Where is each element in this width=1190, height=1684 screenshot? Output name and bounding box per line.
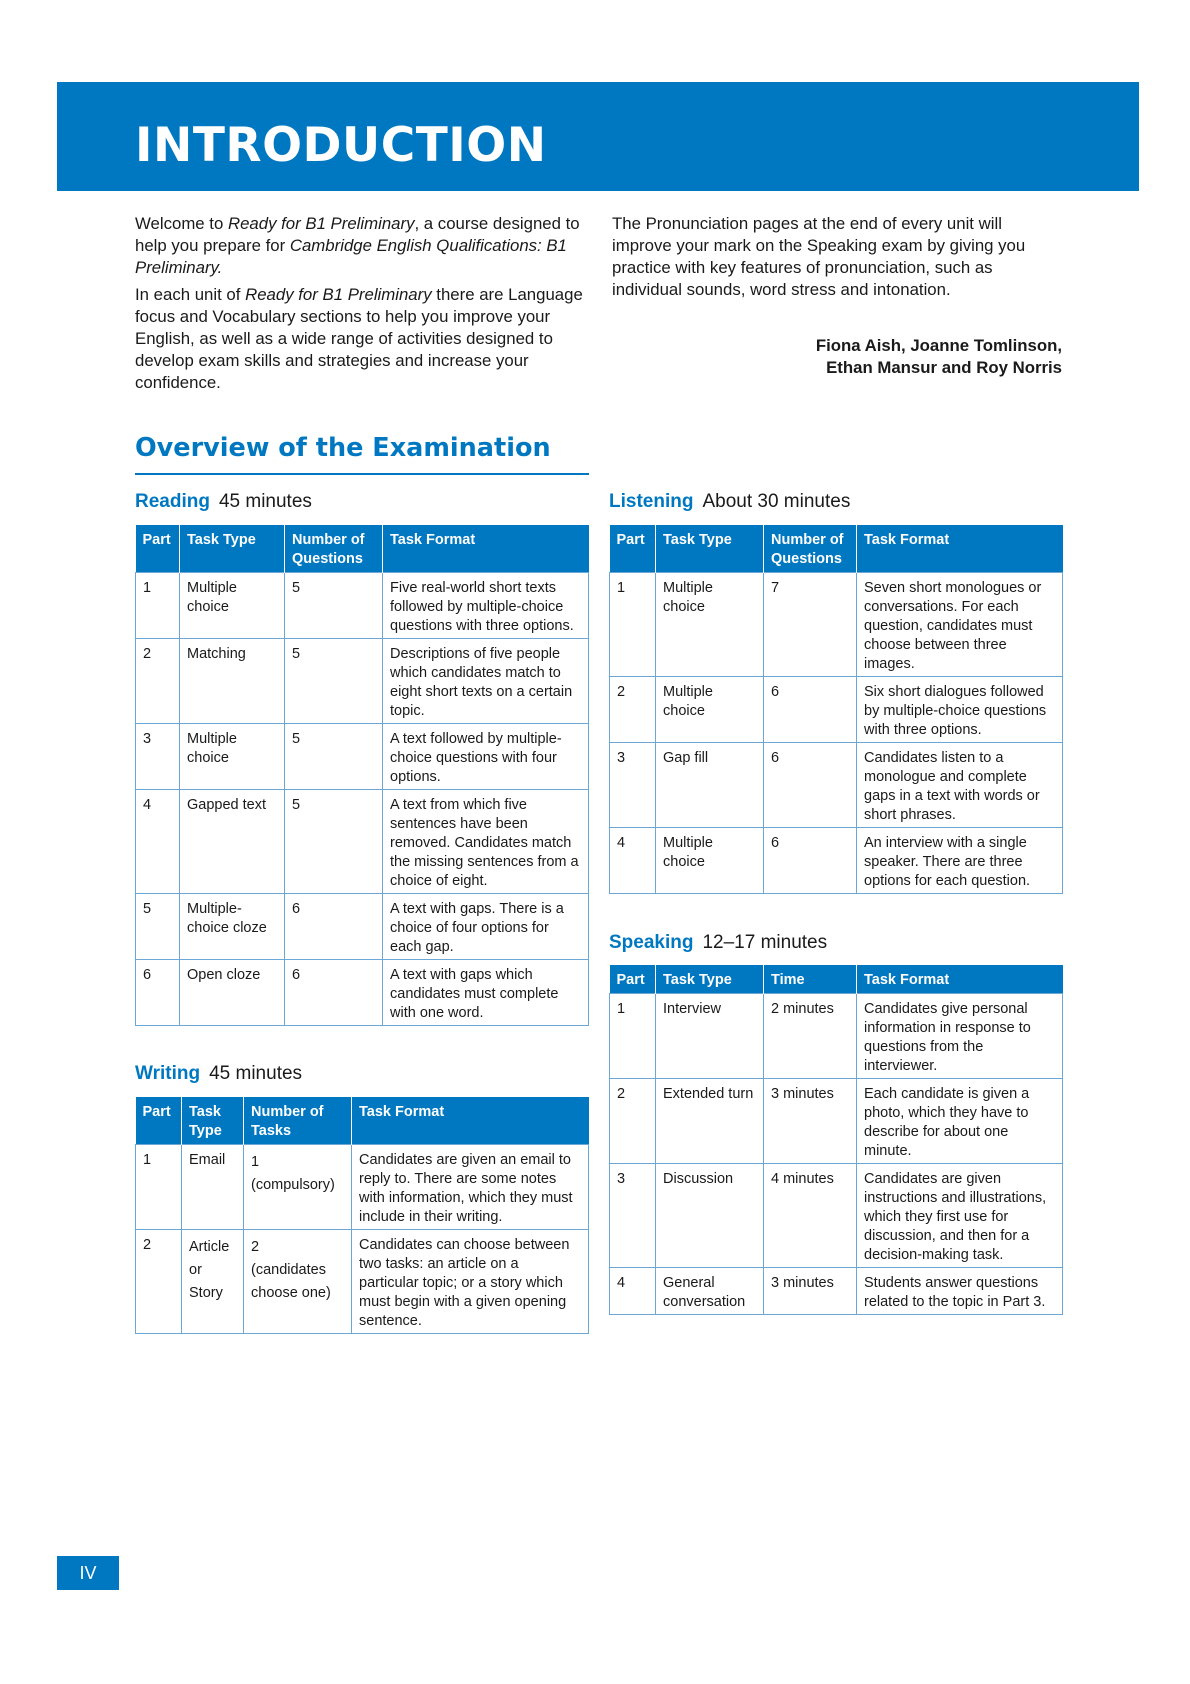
column-header-task-type: Task Type	[182, 1097, 244, 1145]
cell-part: 6	[136, 960, 180, 1026]
writing-table	[135, 1097, 589, 1334]
table-row	[610, 994, 1063, 1079]
table-row	[610, 1268, 1063, 1315]
cell-part: 2	[136, 1230, 182, 1334]
table-row	[136, 1230, 589, 1334]
intro-paragraph-3: The Pronunciation pages at the end of every unit will improve your mark on the Speaking exam by giving you practice with key features of pronunciation, such as individual sounds, word stress and intonation.	[612, 214, 1026, 299]
cell-task-type: Multiple choice	[180, 573, 285, 639]
section-duration: 45 minutes	[209, 1063, 303, 1084]
section-name: Reading	[135, 491, 210, 512]
cell-task-format: An interview with a single speaker. There are three options for each question.	[857, 828, 1063, 894]
column-header-count: Time	[764, 965, 857, 994]
cell-count: 3 minutes	[764, 1268, 857, 1315]
cell-task-format: Five real-world short texts followed by multiple-choice questions with three options.	[383, 573, 589, 639]
cell-part: 3	[610, 743, 656, 828]
cell-task-format: Candidates can choose between two tasks: an article on a particular topic; or a story which must begin with a given opening sentence.	[352, 1230, 589, 1334]
column-header-task-type: Task Type	[656, 525, 764, 573]
column-header-part: Part	[136, 1097, 182, 1145]
cell-task-type: Gapped text	[180, 790, 285, 894]
cell-task-type: Article or Story	[182, 1230, 244, 1334]
table-row	[136, 639, 589, 724]
column-header-task-format: Task Format	[383, 525, 589, 573]
cell-task-format: Seven short monologues or conversations. For each question, candidates must choose between three images.	[857, 573, 1063, 677]
table-row	[610, 828, 1063, 894]
cell-part: 1	[136, 1145, 182, 1230]
column-header-count: Number of Questions	[285, 525, 383, 573]
column-header-count: Number of Questions	[764, 525, 857, 573]
section-name: Listening	[609, 491, 694, 512]
section-name: Writing	[135, 1063, 201, 1084]
authors-line-2: Ethan Mansur and Roy Norris	[826, 358, 1062, 377]
overview-heading: Overview of the Examination	[135, 433, 551, 463]
table-row	[136, 960, 589, 1026]
table-row	[136, 1145, 589, 1230]
cell-task-format: A text followed by multiple-choice questions with four options.	[383, 724, 589, 790]
intro-text: Welcome to	[135, 214, 228, 233]
authors-line-1: Fiona Aish, Joanne Tomlinson,	[815, 336, 1062, 355]
exam-name: Cambridge English Qualifications: B1 Preliminary.	[135, 236, 567, 277]
table-row	[610, 573, 1063, 677]
cell-part: 4	[610, 828, 656, 894]
cell-count: 3 minutes	[764, 1079, 857, 1164]
cell-task-type: Open cloze	[180, 960, 285, 1026]
table-row	[610, 1079, 1063, 1164]
cell-task-format: Candidates are given instructions and illustrations, which they first use for discussion, and then for a decision-making task.	[857, 1164, 1063, 1268]
header-row	[610, 965, 1063, 994]
cell-task-type: Gap fill	[656, 743, 764, 828]
header-row	[136, 1097, 589, 1145]
book-title: Ready for B1 Preliminary	[227, 214, 415, 233]
cell-task-type: Extended turn	[656, 1079, 764, 1164]
intro-text: there are Language focus and Vocabulary sections to help you improve your English, as well as a wide range of activities designed to develop exam skills and strategies and increase your confidence.	[135, 285, 583, 392]
column-header-part: Part	[136, 525, 180, 573]
section-duration: About 30 minutes	[702, 491, 851, 512]
cell-part: 5	[136, 894, 180, 960]
cell-task-type: General conversation	[656, 1268, 764, 1315]
cell-count: 6	[285, 960, 383, 1026]
table-row	[136, 790, 589, 894]
cell-count: 6	[764, 743, 857, 828]
cell-part: 1	[610, 573, 656, 677]
column-header-task-format: Task Format	[352, 1097, 589, 1145]
table-row	[610, 743, 1063, 828]
column-header-task-format: Task Format	[857, 525, 1063, 573]
cell-count: 5	[285, 790, 383, 894]
cell-part: 3	[136, 724, 180, 790]
listening-heading	[609, 491, 850, 513]
cell-count: 5	[285, 724, 383, 790]
authors	[612, 335, 1062, 379]
table-row	[136, 573, 589, 639]
cell-count: 6	[764, 677, 857, 743]
column-header-task-type: Task Type	[656, 965, 764, 994]
cell-task-type: Multiple choice	[656, 677, 764, 743]
column-header-task-format: Task Format	[857, 965, 1063, 994]
cell-part: 4	[610, 1268, 656, 1315]
reading-heading	[135, 491, 312, 513]
cell-task-format: Each candidate is given a photo, which they have to describe for about one minute.	[857, 1079, 1063, 1164]
column-header-part: Part	[610, 965, 656, 994]
cell-task-type: Email	[182, 1145, 244, 1230]
intro-text: In each unit of	[135, 285, 246, 304]
intro-right-column	[612, 213, 1062, 306]
speaking-table	[609, 965, 1063, 1315]
section-name: Speaking	[609, 932, 694, 953]
table-row	[610, 1164, 1063, 1268]
cell-task-format: A text with gaps which candidates must complete with one word.	[383, 960, 589, 1026]
cell-part: 2	[136, 639, 180, 724]
header-row	[610, 525, 1063, 573]
cell-task-format: Candidates listen to a monologue and complete gaps in a text with words or short phrases.	[857, 743, 1063, 828]
cell-task-type: Multiple choice	[656, 573, 764, 677]
cell-part: 1	[136, 573, 180, 639]
cell-task-type: Interview	[656, 994, 764, 1079]
title-banner	[57, 82, 1139, 191]
intro-left-column	[135, 213, 590, 399]
cell-count: 7	[764, 573, 857, 677]
heading-underline	[135, 473, 589, 475]
table-row	[610, 677, 1063, 743]
cell-task-type: Matching	[180, 639, 285, 724]
cell-part: 2	[610, 1079, 656, 1164]
speaking-heading	[609, 932, 827, 954]
cell-part: 3	[610, 1164, 656, 1268]
table-row	[136, 894, 589, 960]
cell-task-type: Discussion	[656, 1164, 764, 1268]
cell-task-type: Multiple choice	[180, 724, 285, 790]
cell-task-format: Candidates are given an email to reply to. There are some notes with information, which they must include in their writing.	[352, 1145, 589, 1230]
cell-part: 4	[136, 790, 180, 894]
cell-part: 2	[610, 677, 656, 743]
cell-count: 1 (compulsory)	[244, 1145, 352, 1230]
section-duration: 12–17 minutes	[702, 932, 828, 953]
reading-table	[135, 525, 589, 1026]
cell-count: 6	[285, 894, 383, 960]
cell-count: 5	[285, 639, 383, 724]
page-number: IV	[57, 1556, 119, 1590]
column-header-part: Part	[610, 525, 656, 573]
cell-task-format: Candidates give personal information in response to questions from the interviewer.	[857, 994, 1063, 1079]
cell-task-type: Multiple choice	[656, 828, 764, 894]
intro-paragraph-2	[135, 284, 590, 394]
cell-count: 4 minutes	[764, 1164, 857, 1268]
listening-table	[609, 525, 1063, 894]
cell-count: 5	[285, 573, 383, 639]
book-title: Ready for B1 Preliminary	[245, 285, 432, 304]
intro-text: , a course designed to help you prepare for	[135, 214, 580, 255]
header-row	[136, 525, 589, 573]
intro-paragraph-1	[135, 213, 590, 279]
cell-part: 1	[610, 994, 656, 1079]
cell-count: 2 (candidates choose one)	[244, 1230, 352, 1334]
table-row	[136, 724, 589, 790]
writing-heading	[135, 1063, 302, 1085]
cell-task-format: A text from which five sentences have been removed. Candidates match the missing sentences from a choice of eight.	[383, 790, 589, 894]
cell-task-format: A text with gaps. There is a choice of four options for each gap.	[383, 894, 589, 960]
section-duration: 45 minutes	[218, 491, 312, 512]
cell-task-format: Students answer questions related to the topic in Part 3.	[857, 1268, 1063, 1315]
column-header-task-type: Task Type	[180, 525, 285, 573]
cell-count: 2 minutes	[764, 994, 857, 1079]
cell-task-format: Six short dialogues followed by multiple-choice questions with three options.	[857, 677, 1063, 743]
cell-task-format: Descriptions of five people which candidates match to eight short texts on a certain topic.	[383, 639, 589, 724]
page-title: INTRODUCTION	[135, 118, 547, 173]
cell-count: 6	[764, 828, 857, 894]
cell-task-type: Multiple-choice cloze	[180, 894, 285, 960]
column-header-count: Number of Tasks	[244, 1097, 352, 1145]
